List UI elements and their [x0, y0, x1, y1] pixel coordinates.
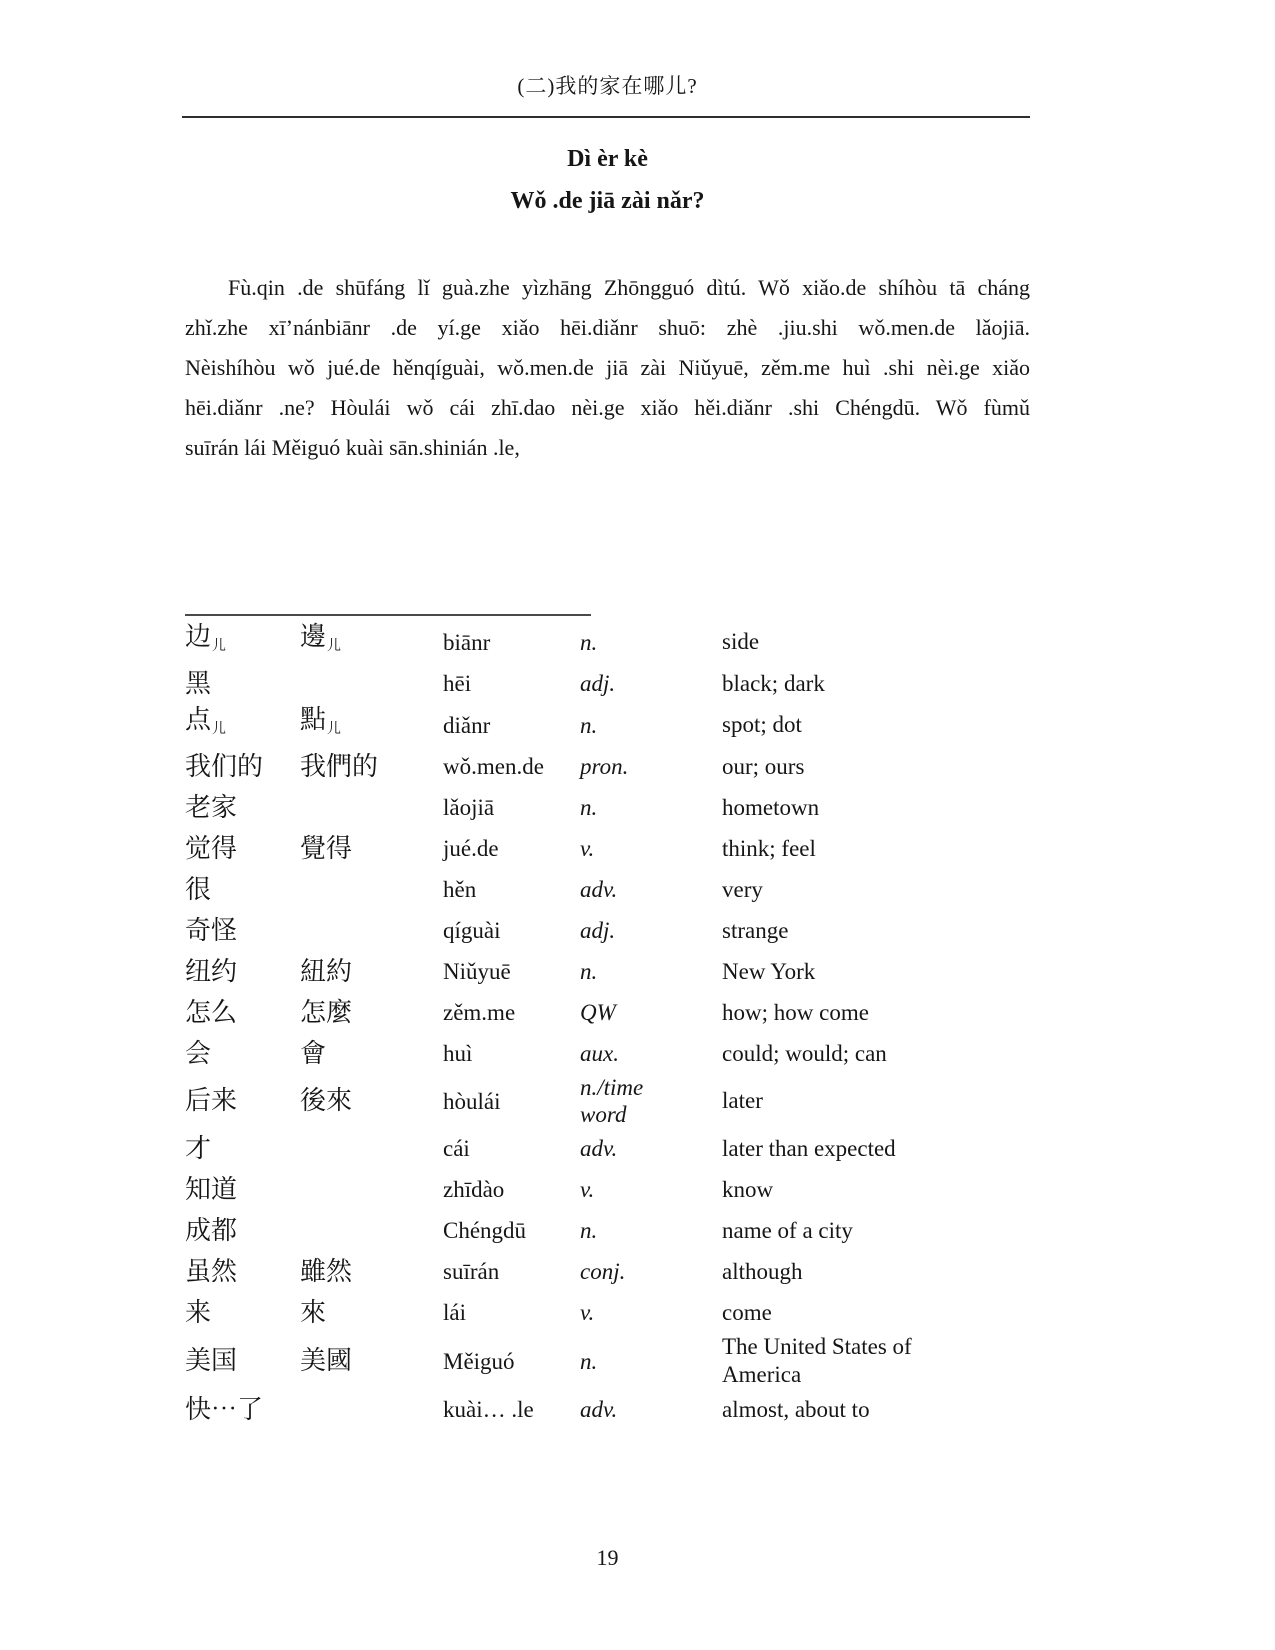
vocab-part-of-speech: v.: [580, 1300, 595, 1325]
vocab-english: our; ours: [722, 753, 805, 779]
vocab-pinyin: biānr: [443, 629, 491, 655]
paragraph-line: hēi.diǎnr .ne? Hòulái wǒ cái zhī.dao nèi.ge xiǎo hěi.diǎnr .shi Chéngdū. Wǒ fùmǔ: [185, 395, 1030, 420]
vocab-traditional: [300, 621, 443, 663]
vocab-part-of-speech: adj.: [580, 918, 616, 943]
vocab-simplified: [185, 792, 300, 824]
vocab-traditional: [300, 704, 443, 746]
vocab-table-rule: [185, 614, 591, 616]
running-header: (二)我的家在哪儿?: [517, 74, 698, 98]
lesson-title: Wǒ .de jiā zài nǎr?: [510, 188, 705, 214]
vocab-traditional: [300, 1256, 443, 1288]
vocab-part-of-speech: adv.: [580, 877, 618, 902]
vocab-traditional: [300, 751, 443, 783]
vocab-english: name of a city: [722, 1217, 853, 1243]
vocab-traditional: [300, 1297, 443, 1329]
hanzi-text: 后来: [185, 1086, 238, 1115]
hanzi-text: 黑: [185, 668, 212, 698]
vocab-english: could; would; can: [722, 1040, 887, 1066]
vocab-part-of-speech: adv.: [580, 1136, 618, 1161]
vocab-pinyin: kuài… .le: [443, 1397, 534, 1422]
vocab-pinyin: zěm.me: [443, 1000, 516, 1025]
vocab-pinyin: lái: [443, 1300, 466, 1325]
vocab-simplified: [185, 1345, 300, 1377]
vocab-simplified: [185, 915, 300, 947]
hanzi-text: 美国: [185, 1346, 238, 1375]
vocab-traditional: [300, 1038, 443, 1070]
vocab-simplified: [185, 833, 300, 865]
vocab-simplified: [185, 997, 300, 1029]
vocab-english: The United States of America: [722, 1334, 912, 1387]
vocab-simplified: [185, 1394, 300, 1426]
vocab-simplified: [185, 751, 300, 783]
hanzi-text: 成都: [185, 1215, 238, 1245]
vocab-simplified: [185, 1133, 300, 1165]
hanzi-er-subscript: 儿: [212, 639, 227, 654]
vocab-pinyin: jué.de: [443, 836, 499, 861]
paragraph-line: Nèishíhòu wǒ jué.de hěnqíguài, wǒ.men.de jiā zài Niǔyuē, zěm.me huì .shi nèi.ge xiǎo: [185, 355, 1030, 380]
vocab-pinyin: hēi: [443, 671, 472, 696]
hanzi-text: 點: [300, 705, 327, 734]
vocab-english: think; feel: [722, 835, 816, 861]
vocab-english: know: [722, 1176, 774, 1202]
vocab-simplified: [185, 1215, 300, 1247]
paragraph-line: Fù.qin .de shūfáng lǐ guà.zhe yìzhāng Zhōngguó dìtú. Wǒ xiǎo.de shíhòu tā cháng: [228, 275, 1030, 300]
hanzi-text: 纽约: [185, 956, 238, 986]
vocab-english: come: [722, 1299, 772, 1325]
hanzi-er-subscript: 儿: [327, 722, 342, 737]
hanzi-text: 才: [185, 1133, 212, 1163]
hanzi-text: 会: [185, 1038, 212, 1068]
hanzi-text: 来: [185, 1297, 212, 1327]
hanzi-text: 我们的: [185, 751, 264, 781]
vocab-simplified: [185, 1085, 300, 1117]
hanzi-text: 怎么: [185, 997, 238, 1027]
vocab-english: very: [722, 876, 763, 902]
vocab-part-of-speech: n.: [580, 712, 598, 738]
vocab-traditional: [300, 956, 443, 988]
hanzi-text: 會: [300, 1038, 327, 1068]
vocab-traditional: [300, 1085, 443, 1117]
vocab-english: hometown: [722, 794, 820, 820]
vocab-pinyin: hòulái: [443, 1088, 501, 1114]
vocab-part-of-speech: adv.: [580, 1397, 618, 1422]
vocab-part-of-speech: QW: [580, 1000, 616, 1025]
vocab-english: how; how come: [722, 999, 869, 1025]
hanzi-text: 知道: [185, 1174, 238, 1204]
hanzi-text: 覺得: [300, 833, 353, 863]
vocab-part-of-speech: pron.: [580, 754, 629, 779]
vocab-part-of-speech: conj.: [580, 1259, 626, 1284]
vocab-english: strange: [722, 917, 789, 943]
vocab-english: black; dark: [722, 670, 825, 696]
vocab-simplified: [185, 1038, 300, 1070]
vocab-simplified: [185, 956, 300, 988]
vocab-pinyin: suīrán: [443, 1259, 500, 1284]
vocab-traditional: [300, 1345, 443, 1377]
vocab-english: almost, about to: [722, 1396, 870, 1422]
vocab-pinyin: Měiguó: [443, 1348, 515, 1374]
hanzi-text: 很: [185, 874, 212, 904]
vocab-simplified: [185, 668, 300, 700]
vocab-english: later: [722, 1088, 763, 1113]
vocab-english: New York: [722, 958, 816, 984]
hanzi-text: 我們的: [300, 751, 379, 781]
vocab-section: [185, 614, 1030, 1430]
vocab-simplified: [185, 1297, 300, 1329]
vocab-part-of-speech: aux.: [580, 1041, 619, 1066]
vocab-pinyin: wǒ.men.de: [443, 754, 544, 779]
vocab-part-of-speech: v.: [580, 1177, 595, 1202]
hanzi-text: 來: [300, 1297, 327, 1327]
hanzi-er-subscript: 儿: [212, 722, 227, 737]
vocab-pinyin: Niǔyuē: [443, 959, 511, 984]
paragraph-line: zhǐ.zhe xī’nánbiānr .de yí.ge xiǎo hēi.diǎnr shuō: zhè .jiu.shi wǒ.men.de lǎojiā.: [185, 315, 1030, 340]
vocab-table: [185, 621, 1030, 1430]
vocab-pinyin: hěn: [443, 877, 477, 902]
vocab-pinyin: zhīdào: [443, 1177, 505, 1202]
vocab-part-of-speech: n.: [580, 629, 598, 655]
lesson-number-title: Dì èr kè: [567, 146, 648, 172]
vocab-simplified: [185, 704, 300, 746]
hanzi-text: 紐約: [300, 956, 353, 986]
vocab-traditional: [300, 997, 443, 1029]
paragraph-line: suīrán lái Měiguó kuài sān.shinián .le,: [185, 435, 520, 460]
hanzi-text: 觉得: [185, 833, 238, 863]
vocab-part-of-speech: v.: [580, 836, 595, 861]
hanzi-text: 怎麼: [300, 997, 353, 1027]
hanzi-text: 奇怪: [185, 915, 238, 945]
vocab-pinyin: qíguài: [443, 918, 501, 943]
hanzi-text: 美國: [300, 1346, 353, 1375]
vocab-pinyin: cái: [443, 1136, 470, 1161]
hanzi-text: 雖然: [300, 1256, 353, 1286]
vocab-part-of-speech: n.: [580, 795, 598, 820]
vocab-simplified: [185, 1174, 300, 1206]
vocab-simplified: [185, 1256, 300, 1288]
vocab-pinyin: huì: [443, 1041, 473, 1066]
vocab-pinyin: lǎojiā: [443, 795, 495, 820]
vocab-part-of-speech: n./time word: [580, 1075, 644, 1127]
hanzi-text: 边: [185, 622, 212, 651]
hanzi-text: 邊: [300, 622, 327, 651]
vocab-simplified: [185, 874, 300, 906]
hanzi-er-subscript: 儿: [327, 639, 342, 654]
header-rule: [182, 116, 1030, 118]
vocab-part-of-speech: adj.: [580, 671, 616, 696]
hanzi-text: 点: [185, 705, 212, 734]
vocab-traditional: [300, 833, 443, 865]
hanzi-text: 後來: [300, 1086, 353, 1115]
vocab-english: although: [722, 1258, 803, 1284]
vocab-simplified: [185, 621, 300, 663]
page-number: 19: [596, 1545, 619, 1570]
hanzi-text: 老家: [185, 792, 238, 822]
hanzi-text: 快⋯了: [185, 1394, 264, 1424]
hanzi-text: 虽然: [185, 1256, 238, 1286]
vocab-english: spot; dot: [722, 712, 802, 737]
vocab-part-of-speech: n.: [580, 959, 598, 984]
vocab-english: side: [722, 629, 760, 654]
vocab-pinyin: diǎnr: [443, 712, 491, 738]
vocab-pinyin: Chéngdū: [443, 1218, 527, 1243]
vocab-english: later than expected: [722, 1135, 896, 1161]
vocab-part-of-speech: n.: [580, 1348, 598, 1374]
lesson-text: [185, 268, 1030, 468]
vocab-part-of-speech: n.: [580, 1218, 598, 1243]
